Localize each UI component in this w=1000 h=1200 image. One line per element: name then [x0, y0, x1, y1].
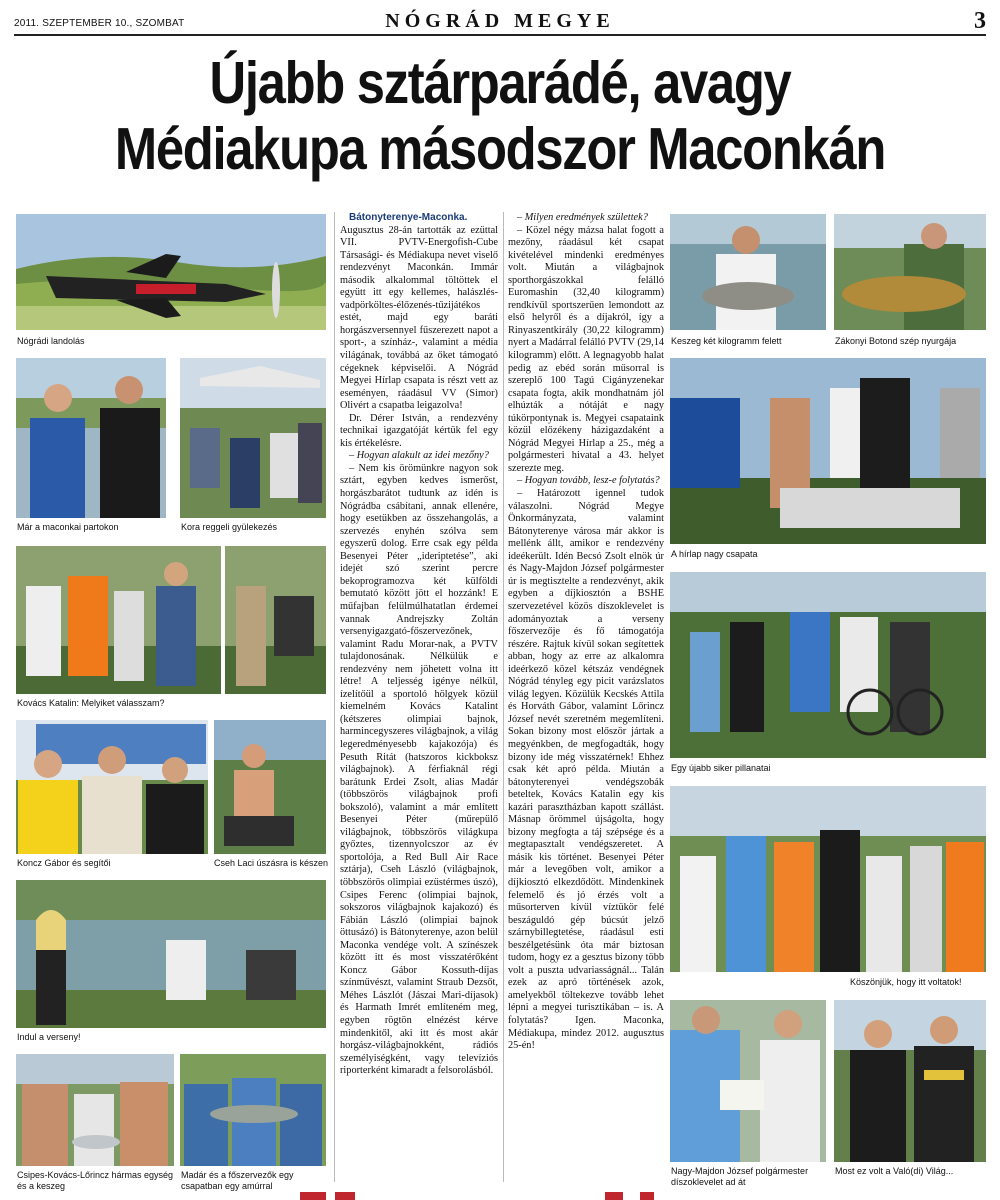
caption-harmas-line-2: és a keszeg — [17, 1181, 66, 1191]
carp-catch-image — [834, 214, 986, 330]
caption-keszeg: Keszeg két kilogramm felett — [671, 336, 782, 346]
caption-gyulekezes: Kora reggeli gyülekezés — [181, 522, 278, 532]
podium-image — [670, 572, 986, 758]
caption-harmas-line-1: Csipes-Kovács-Lőrincz hármas egység — [17, 1170, 174, 1180]
photo-madar — [180, 1054, 326, 1166]
morning-gathering-image — [180, 358, 326, 518]
caption-koszonjuk: Köszönjük, hogy itt voltatok! — [850, 977, 962, 987]
photo-harmas — [16, 1054, 174, 1166]
page-number: 3 — [974, 8, 986, 34]
swimmer-image — [214, 720, 326, 854]
photo-indul — [16, 880, 326, 1028]
photo-partokon — [16, 358, 166, 518]
caption-indul: Indul a verseny! — [17, 1032, 81, 1042]
crowd-image — [16, 546, 326, 694]
banner-men-image — [16, 720, 208, 854]
photo-csapata — [670, 358, 986, 544]
column-rule-1 — [334, 212, 335, 1182]
caption-madar-line-1: Madár és a főszervezők egy — [181, 1170, 294, 1180]
caption-cseh: Cseh Laci úszásra is készen — [214, 858, 329, 868]
trio-image — [16, 1054, 174, 1166]
aircraft-image — [16, 214, 326, 330]
photo-kovacs — [16, 546, 326, 694]
article-dateline: Bátonyterenye-Maconka. — [349, 212, 468, 223]
fishing-start-image — [16, 880, 326, 1028]
photo-cseh — [214, 720, 326, 854]
caption-partokon: Már a maconkai partokon — [17, 522, 119, 532]
photo-nagy-majdon — [670, 1000, 826, 1162]
photo-keszeg — [670, 214, 826, 330]
photo-zakonyi — [834, 214, 986, 330]
bottom-color-bar — [0, 1192, 1000, 1200]
photo-koncz — [16, 720, 208, 854]
article-column-1 — [340, 212, 498, 1192]
photo-aircraft-landing — [16, 214, 326, 330]
caption-madar — [181, 1170, 294, 1192]
caption-nagy-line-2: díszoklevelet ad át — [671, 1177, 746, 1187]
article-col2-question-1: – Milyen eredmények születtek? — [517, 212, 648, 223]
group-thanks-image — [670, 786, 986, 972]
team-award-image — [670, 358, 986, 544]
lakeside-men-image — [16, 358, 166, 518]
caption-kovacs: Kovács Katalin: Melyiket válasszam? — [17, 698, 165, 708]
certificate-handover-image — [670, 1000, 826, 1162]
article-column-2 — [508, 212, 664, 1192]
bream-catch-image — [670, 214, 826, 330]
photo-most — [834, 1000, 986, 1162]
caption-koncz: Koncz Gábor és segítői — [17, 858, 111, 868]
caption-nagy-majdon — [671, 1166, 808, 1188]
masthead — [14, 8, 986, 36]
amur-team-image — [180, 1054, 326, 1166]
section-title: NÓGRÁD MEGYE — [385, 10, 615, 32]
article-col1-p3: – Nem kis örömünkre nagyon sok sztárt, egyben kedves ismerőst, horgászbarátot tudtunk az idén is Nógrádba csábítani, annak ellenére, hogy esetükben az összehangolás, a szervezés enyhén szólva sem egyszerű dolog. Erre csak egy példa Besenyei Péter „ideriptetése”, aki idejét szó szerint percre bekoprogramozva két külföldi bemutató között jött el hozzánk! E műfajban felülmúlhatatlan érdemei vannak Andrejszky Zoltán versenyigazgató-főszervezőnek, valamint Radu Morar-nak, a PVTV tulajdonosának. Nélkülük e rendezvény nem jöhetett volna itt létre! A teljesség igénye nélkül, ízelítőül a sportoló hölgyek közül kiemelném Kovács Katalint (kétszeres olimpiai bajnok, harmincegyszeres világbajnok, a világ legeredményesebb kajakozója) és Pesuth Ritát (hatszoros kickboksz világbajnok). A férfiaknál régi barátunk Erdei Zsolt, alias Madár (többszörös világbajnok profi bokszoló), valamint a már említett Besenyei Péter (műrepülő világbajnok, többszörös világkupa győztes, tizennyolcszor az év sportolója, a Red Bull Air Race sztárja), Cseh László (világbajnok, többszörös olimpiai ezüstérmes úszó), Csipes Ferenc (olimpiai bajnok, sokszoros világbajnok kajakozó) és Fábián László (olimpiai bajnok öttusázó) is Bátonyterenye, azon belül Maconka vendége volt. A színészek között itt és most visszatérőként Koncz Gábor Kossuth-díjas színművészt, valamint Straub Dezsőt, Méhes Lászlót (Jászai Mari-díjasok) és Harmath Imrét említeném meg, egyben rögtön elnézést kérve mindenkitől, aki itt és most akár horgász-világbajnokként, rádiós személyiségként, vagy televíziós riporterként kimaradt a felsorolásból. — [340, 462, 498, 1077]
issue-date: 2011. SZEPTEMBER 10., SZOMBAT — [14, 18, 185, 29]
photo-gyulekezes — [180, 358, 326, 518]
article-col2-question-2: – Hogyan tovább, lesz-e folytatás? — [517, 475, 660, 487]
article-col1-p1: Augusztus 28-án tartották az ezüttal VII. PVTV-Energofish-Cube Társasági- és Médiakupa nevet viselő rendezvényt Maconkán. Immár második alkalommal töltöttek el együtt itt egy kellemes, halászlés-vadpörköltes-élőzenés-tűzijátékos estét, majd egy baráti horgászversennyel fűszerezett napot a sport-, a színház-, valamint a média világának, továbbá az őket támogató cégeknek képviselői. A Nógrád Megyei Hírlap csapata is részt vett az eseményen, ráadásul VV (Simor) Olivért a csapatba leigazolva! — [340, 224, 498, 412]
photo-siker — [670, 572, 986, 758]
photo-koszonjuk — [670, 786, 986, 972]
caption-zakonyi: Zákonyi Botond szép nyurgája — [835, 336, 957, 346]
two-men-image — [834, 1000, 986, 1162]
headline — [70, 50, 930, 182]
caption-csapata: A hírlap nagy csapata — [671, 549, 758, 559]
headline-line-1: Újabb sztárparádé, avagy — [209, 50, 791, 116]
column-rule-2 — [503, 212, 504, 1182]
caption-harmas — [17, 1170, 173, 1192]
article-col1-question-1: – Hogyan alakult az idei mezőny? — [349, 450, 489, 462]
caption-madar-line-2: csapatban egy amúrral — [181, 1181, 273, 1191]
article-col1-p2: Dr. Dérer István, a rendezvény technikai igazgatóját kértük fel egy kis értékelésre. — [340, 412, 498, 449]
caption-nagy-line-1: Nagy-Majdon József polgármester — [671, 1166, 809, 1176]
caption-siker: Egy újabb siker pillanatai — [671, 763, 771, 773]
article-col2-p2: – Határozott igennel tudok válaszolni. Nógrád Megye Önkormányzata, valamint Bátonyterenye városa már akkor is mellénk állt, amikor e rendezvény ideékerült. Idén Becsó Zsolt elnök úr és Nagy-Majdon József polgármester úr is megtisztelte a rendezvényt, akik egyben a díjkiosztón a BSHE szervezetével közös díszoklevelet is adományoztak a verseny főszervezője és fő támogatója részére. Rajtuk kívül sokan segítettek abban, hogy az erre az alkalomra ideérkező közel kétszáz vendégnek Nógrád tényleg egy picit varázslatos világ legyen. Közülük Kecskés Attila és Horváth Gábor, valamint Lőrincz József nevét szeretném megemlíteni. Sokan bizony most először jártak a megyénkben, de megfogadták, hogy bizony ide még visszatérnek! Ehhez csak két apró példa. Miután a bátonyterenyei vendégszobák beteltek, Kovács Katalin egy kis kazári parasztházban kapott szállást. Másnap örömmel újságolta, hogy bizony megfogta a táj szépsége és a megtapasztalt vendégszeretet. A másik kis történet. Besenyei Péter már a levegőben volt, amikor a díjkiosztó elkezdődött. Mindenkinek felemelő és jó érzés volt a műsorterven kívül víztükör felé beszáguldó gép búcsút jelző szárnybillegtetése, ráadásul esti beszélgetésünk óta már biztosan tudom, hogy ez a gesztus bizony több volt a puszta udvariasságnál... Talán ezek az apró történések azok, amelyekből töltekezve tovább lehet lépni a megyei turisztikában – is. A folytatás? Igen. Maconka, Médiakupa, mindez 2012. augusztus 25-én! — [508, 488, 664, 1052]
caption-most: Most ez volt a Való(di) Világ... — [835, 1166, 954, 1176]
caption-landolas: Nógrádi landolás — [17, 336, 85, 346]
headline-line-2: Médiakupa másodszor Maconkán — [114, 116, 886, 182]
article-col2-p1: – Közel négy mázsa halat fogott a mezőny, ráadásul két csapat kivételével mindenki eredményes volt. Miután a világbajnok sporthorgászokkal felálló Euromashin (32,40 kilogramm) rendkívül sportszerűen lemondott az első helyről és a díjakról, így a Rinyaszentkirály (30,22 kilogramm) nyert a Madárral felálló PVTV (29,14 kilogramm) előtt. A legnagyobb halat pedig az ebéd során műsorral is szereplő 100 Tagú Cigányzenekar csapata fogta, akik mondhatnám jól elhúzták a nótáját e nagy túkörpontynak is. Megyei csapataink közül előzékeny házigazdaként a Nógrád Megyei Hírlap a 25., még a polgármesteri hivatal a 43. helyet szerezte meg. — [508, 224, 664, 474]
